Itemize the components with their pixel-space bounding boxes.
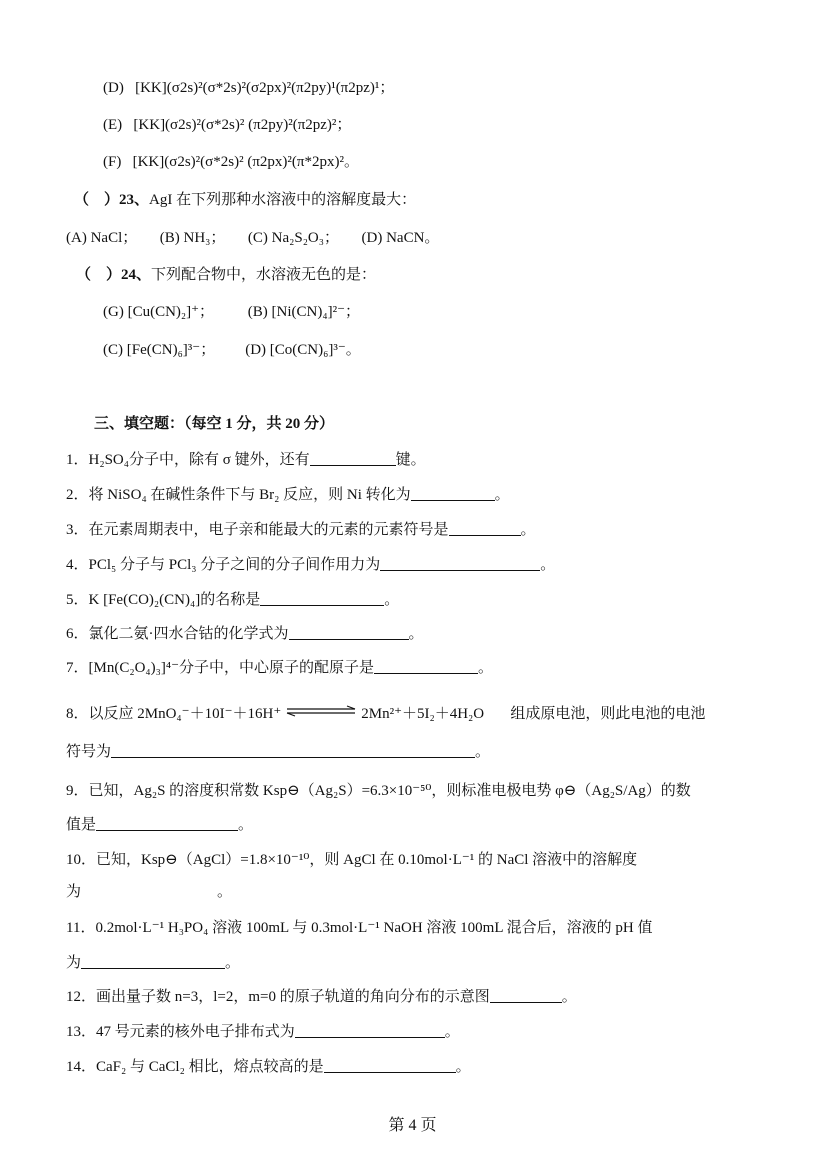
q23-option-c: (C) Na₂S₂O₃； [247,230,339,246]
question-24: （ ）24、下列配合物中，水溶液无色的是： [76,267,377,283]
answer-blank[interactable] [411,485,495,501]
fill-question-13: 13．47 号元素的核外电子排布式为 。 [66,1024,460,1040]
fill-question-3: 3．在元素周期表中，电子亲和能最大的元素的元素符号是 。 [66,522,536,538]
answer-blank[interactable] [96,815,238,831]
answer-blank[interactable] [374,658,478,674]
fill-question-12: 12．画出量子数 n=3，l=2，m=0 的原子轨道的角向分布的示意图 。 [66,989,577,1005]
page-number: 第 4 页 [388,1117,437,1134]
section-title: 三、填空题：（每空 1 分，共 20 分） [94,416,335,432]
fill-question-1: 1．H₂SO₄分子中，除有 σ 键外，还有 键。 [66,452,426,468]
q24-option-d: (D) [Co(CN)₆]³⁻。 [245,342,361,358]
question-24-options-row2 [103,340,361,360]
answer-blank[interactable] [490,987,562,1003]
option-f: (F) [KK](σ2s)²(σ*2s)² (π2px)²(π*2px)²。 [103,154,359,170]
answer-blank[interactable] [289,624,409,640]
fill-question-6: 6．氯化二氨·四水合钴的化学式为 。 [66,626,424,642]
answer-blank[interactable] [380,555,540,571]
question-24-options-row1 [103,302,360,322]
answer-blank[interactable] [111,742,475,758]
question-23: （ ）23、AgI 在下列那种水溶液中的溶解度最大： [74,192,417,208]
answer-blank[interactable] [260,590,384,606]
option-d: (D) [KK](σ2s)²(σ*2s)²(σ2px)²(π2py)¹(π2pz)¹； [103,80,395,96]
fill-question-9: 9．已知，Ag₂S 的溶度积常数 Ksp⊖（Ag₂S）=6.3×10⁻⁵⁰，则标准电极电势 φ⊖（Ag₂S/Ag）的数 [66,783,691,799]
fill-question-10-line2: 为 。 [66,884,233,900]
q24-option-g: (G) [Cu(CN)₂]⁺； [103,304,215,320]
answer-blank[interactable] [449,520,521,536]
fill-question-7: 7．[Mn(C₂O₄)₃]⁴⁻分子中，中心原子的配原子是 。 [66,660,494,676]
fill-question-4: 4．PCl₅ 分子与 PCl₃ 分子之间的分子间作用力为 。 [66,557,556,573]
answer-blank[interactable] [310,450,396,466]
fill-question-8: 8．以反应 2MnO₄⁻＋10I⁻＋16H⁺ 2Mn²⁺＋5I₂＋4H₂O 组成原电池，则此电池的电池 [66,706,706,722]
option-e: (E) [KK](σ2s)²(σ*2s)² (π2py)²(π2pz)²； [103,117,352,133]
question-23-options [66,228,439,248]
answer-blank[interactable] [81,953,225,969]
answer-blank[interactable] [324,1057,456,1073]
equilibrium-arrow-icon [285,705,357,717]
q23-option-b: (B) NH₃； [159,230,226,246]
q23-option-a: (A) NaCl； [66,230,138,246]
fill-question-8-line2: 符号为 。 [66,744,491,760]
fill-question-2: 2．将 NiSO₄ 在碱性条件下与 Br₂ 反应，则 Ni 转化为 。 [66,487,510,503]
fill-question-14: 14．CaF₂ 与 CaCl₂ 相比，熔点较高的是 。 [66,1059,471,1075]
fill-question-5: 5．K [Fe(CO)₂(CN)₄]的名称是 。 [66,592,400,608]
answer-blank[interactable] [295,1022,445,1038]
q24-option-c: (C) [Fe(CN)₆]³⁻； [103,342,216,358]
fill-question-11-line2: 为 。 [66,955,241,971]
fill-question-11: 11．0.2mol·L⁻¹ H₃PO₄ 溶液 100mL 与 0.3mol·L⁻¹ NaOH 溶液 100mL 混合后，溶液的 pH 值 [66,920,653,936]
q24-option-b: (B) [Ni(CN)₄]²⁻； [247,304,361,320]
fill-question-9-line2: 值是 。 [66,817,254,833]
fill-question-10: 10．已知，Ksp⊖（AgCl）=1.8×10⁻¹⁰，则 AgCl 在 0.10mol·L⁻¹ 的 NaCl 溶液中的溶解度 [66,852,638,868]
q23-option-d: (D) NaCN。 [361,230,440,246]
